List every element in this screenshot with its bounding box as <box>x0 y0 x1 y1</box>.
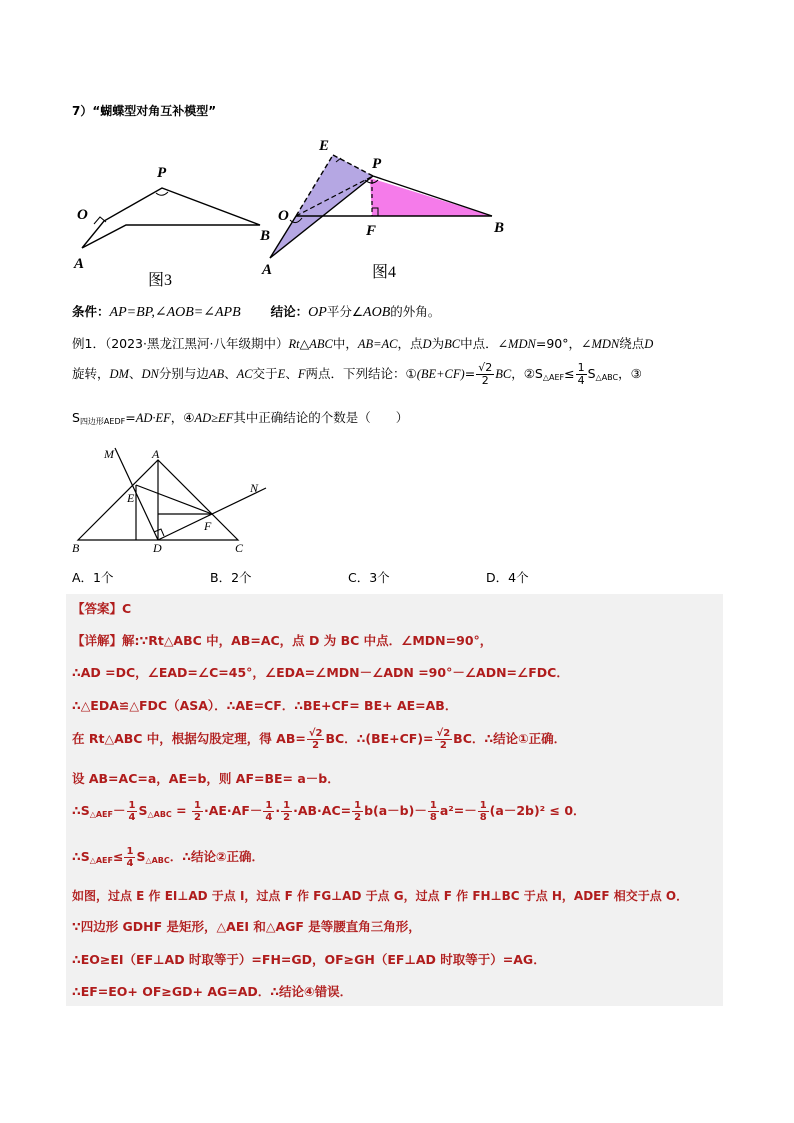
answer-tag: 【答案】C <box>72 601 132 616</box>
fraction: $\frac{√2}{2}$ <box>436 728 451 751</box>
answer-line-9: ∵四边形 GDHF 是矩形，△AEI 和△AGF 是等腰直角三角形， <box>72 919 421 934</box>
fraction: $\frac{√2}{2}$ <box>478 361 493 387</box>
diagram-label-m: M <box>104 447 114 461</box>
option-a[interactable]: A．1个 <box>72 570 114 585</box>
fig3-label-p: P <box>157 165 167 181</box>
answer-line-4: 在 Rt△ABC 中，根据勾股定理，得 AB= $\frac{√2}{2}$ BC．∴(BE+CF)= $\frac{√2}{2}$ BC．∴结论①正确． <box>72 728 567 751</box>
condition-line: 条件：AP=BP,∠AOB=∠APB 结论：OP平分∠AOB的外角。 <box>72 304 441 320</box>
diagram-label-c: C <box>235 541 244 555</box>
answer-line-2: ∴AD =DC，∠EAD=∠C=45°，∠EDA=∠MDN－∠ADN =90°－∠ADN=∠FDC． <box>72 665 569 680</box>
answer-line-7: $\therefore S_{\triangle AEF}\le$ $\frac{1}{4}$ $S_{\triangle ABC}$．∴结论②正确． <box>72 846 265 869</box>
figure-3 <box>73 165 273 289</box>
condition-expr: AP=BP,∠AOB=∠APB <box>109 305 241 320</box>
fig3-caption: 图3 <box>148 272 173 289</box>
diagram-label-e: E <box>127 491 135 505</box>
diagram-label-a: A <box>152 447 160 461</box>
option-d[interactable]: D．4个 <box>486 570 529 585</box>
fig3-label-b: B <box>260 228 271 244</box>
example-line-3: $S_{四边形AEDF}=AD\cdot EF$，④AD≥EF其中正确结论的个数是（ ） <box>72 410 409 426</box>
example-line-2: 旋转，DM、DN分别与边AB、AC交于E、F两点．下列结论：①(BE+CF)= $\frac{√2}{2}$ BC，$②S_{\triangle AEF}\le$ $\frac{1}{4}$ $S_{\triangle ABC}$，③ <box>72 361 642 387</box>
fig4-label-o: O <box>278 208 289 224</box>
figures-3-4 <box>60 130 530 290</box>
answer-line-1: 【详解】解:∵Rt△ABC 中，AB=AC，点 D 为 BC 中点．∠MDN=90°， <box>72 633 493 648</box>
option-b[interactable]: B．2个 <box>210 570 252 585</box>
diagram-label-d: D <box>153 541 162 555</box>
fraction: $\frac{√2}{2}$ <box>308 728 323 751</box>
answer-line-5: 设 AB=AC=a，AE=b，则 AF=BE= a－b． <box>72 771 340 786</box>
conclusion-label: 结论： <box>270 304 309 319</box>
answer-line-10: ∴EO≥EI（EF⊥AD 时取等于）=FH=GD，OF≥GH（EF⊥AD 时取等于）=AG． <box>72 952 546 967</box>
fig4-purple-region <box>270 155 373 258</box>
fig4-caption: 图4 <box>372 264 397 281</box>
fraction: $\frac{1}{4}$ <box>577 361 585 387</box>
figure-4 <box>261 138 504 281</box>
condition-label: 条件： <box>72 304 110 319</box>
fig3-label-a: A <box>74 256 85 272</box>
answer-line-11: ∴EF=EO+ OF≥GD+ AG=AD．∴结论④错误． <box>72 984 353 999</box>
example-line-1: 例1．（2023·黑龙江黑河·八年级期中）Rt△ABC中，AB=AC，点D为BC中点．∠MDN=90°，∠MDN绕点D <box>72 336 654 351</box>
example-diagram <box>70 440 280 558</box>
section-heading: 7）“蝴蝶型对角互补模型” <box>72 104 217 118</box>
diagram-label-n: N <box>250 481 259 495</box>
answer-line-3: ∴△EDA≌△FDC（ASA）．∴AE=CF．∴BE+CF= BE+ AE=AB． <box>72 698 458 713</box>
answer-line-8: 如图，过点 E 作 EI⊥AD 于点 I，过点 F 作 FG⊥AD 于点 G，过点 F 作 FH⊥BC 于点 H，ADEF 相交于点 O． <box>72 889 689 903</box>
answer-line-6: $\therefore S_{\triangle AEF}-$ $\frac{1}{4}$ $S_{\triangle ABC}$ = $\frac{1}{2}$ ·AE·AF－ $\frac{1}{4}$ · $\frac{1}{2}$ ·AB·AC= $\frac{1}{2}$ b(a－b)－ $\frac{1}{8}$ a²=－ $\frac{1}{8}$ (a－2b)² ≤ 0． <box>72 800 586 823</box>
fig4-label-p: P <box>372 156 382 172</box>
fig4-label-a: A <box>262 262 273 278</box>
fig4-label-f: F <box>366 223 377 239</box>
diagram-label-b: B <box>72 541 80 555</box>
fig3-label-o: O <box>77 207 88 223</box>
fig4-label-e: E <box>319 138 330 154</box>
diagram-label-f: F <box>204 519 212 533</box>
fig4-label-b: B <box>494 220 505 236</box>
option-c[interactable]: C．3个 <box>348 570 390 585</box>
